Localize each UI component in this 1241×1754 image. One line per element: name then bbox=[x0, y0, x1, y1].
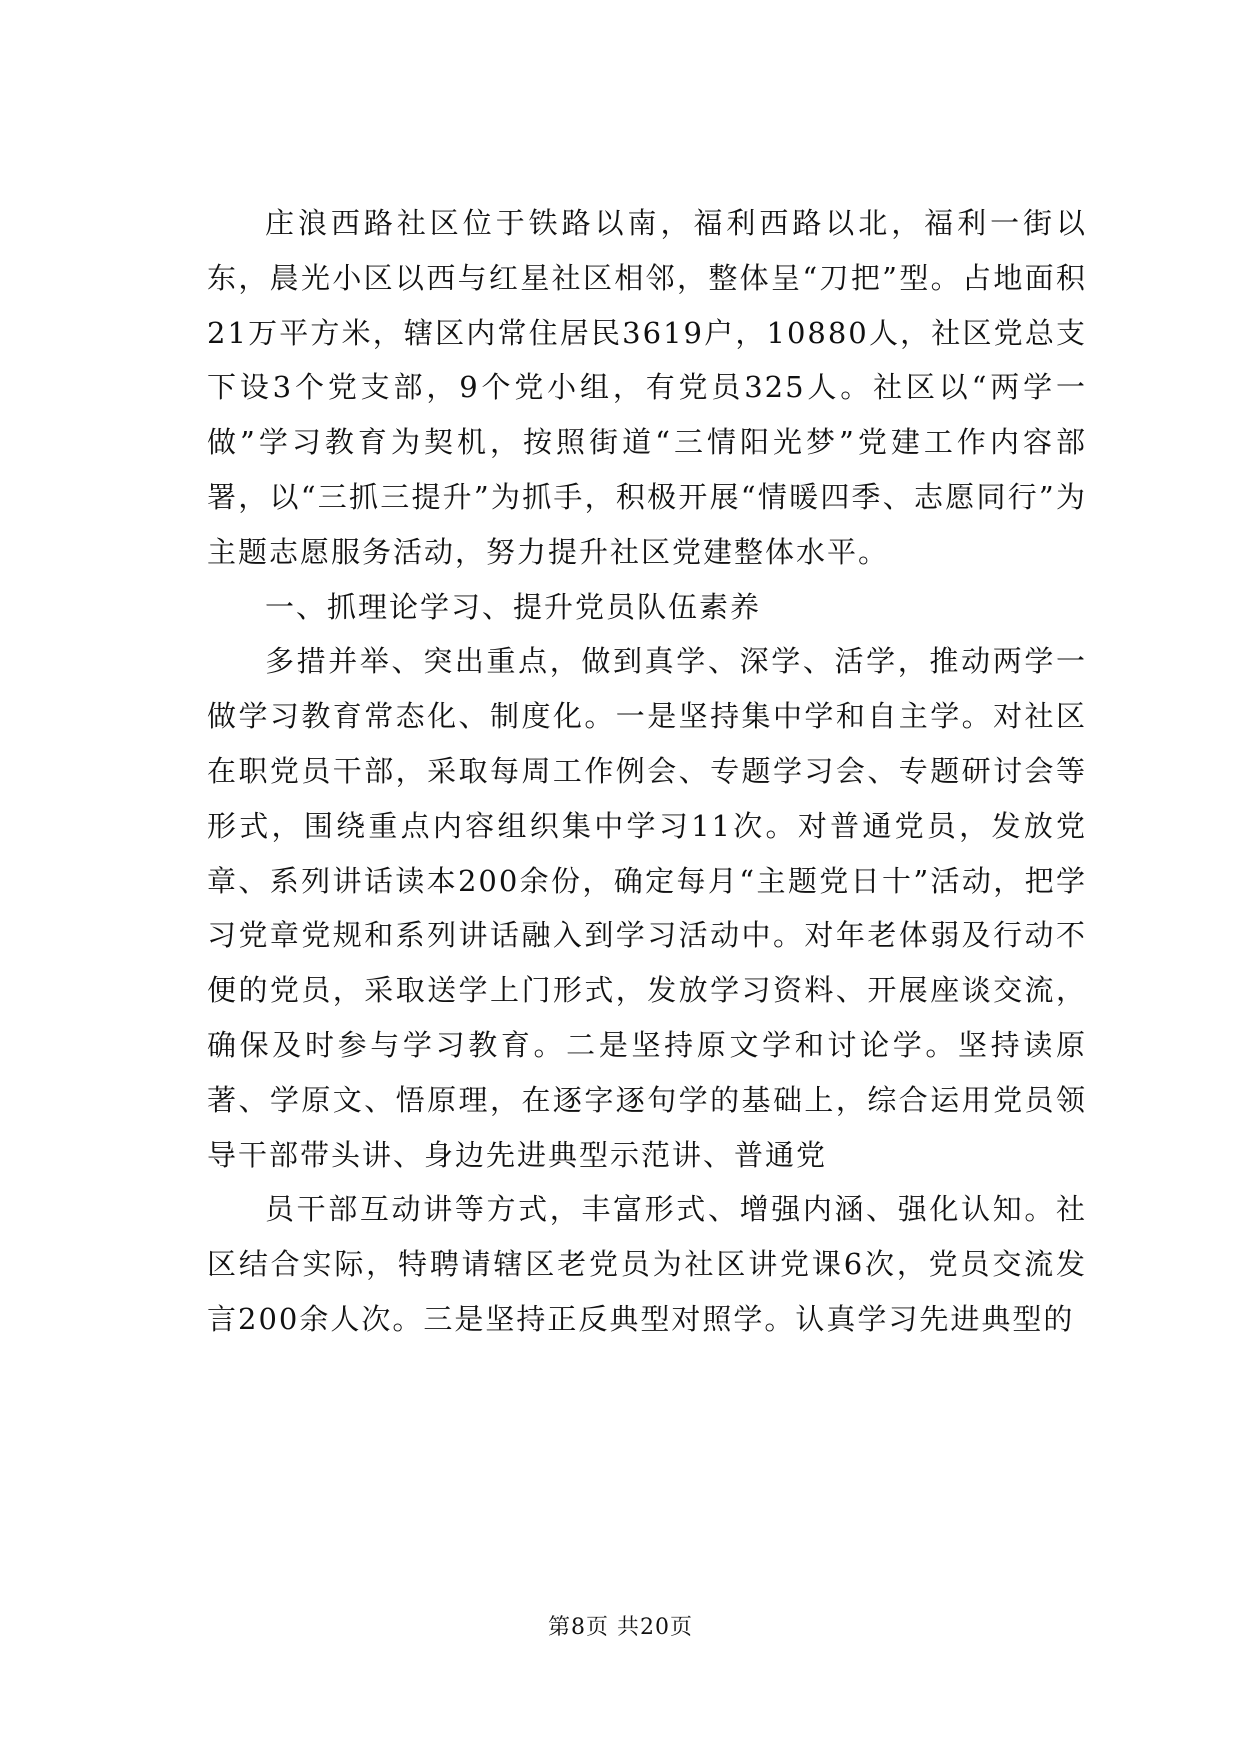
paragraph-continuation: 员干部互动讲等方式，丰富形式、增强内涵、强化认知。社区结合实际，特聘请辖区老党员为社区讲党课6次，党员交流发言200余人次。三是坚持正反典型对照学。认真学习先进典型的 bbox=[207, 1192, 1087, 1336]
paragraph-study: 多措并举、突出重点，做到真学、深学、活学，推动两学一做学习教育常态化、制度化。一是坚持集中学和自主学。对社区在职党员干部，采取每周工作例会、专题学习会、专题研讨会等形式，围绕重点内容组织集中学习11次。对普通党员，发放党章、系列讲话读本200余份，确定每月“主题党日十”活动，把学习党章党规和系列讲话融入到学习活动中。对年老体弱及行动不便的党员，采取送学上门形式，发放学习资料、开展座谈交流，确保及时参与学习教育。二是坚持原文学和讨论学。坚持读原著、学原文、悟原理，在逐字逐句学的基础上，综合运用党员领导干部带头讲、身边先进典型示范讲、普通党 bbox=[207, 644, 1087, 1172]
page-number-footer: 第8页 共20页 bbox=[548, 1615, 693, 1640]
document-body bbox=[207, 196, 1087, 1347]
paragraph-intro: 庄浪西路社区位于铁路以南，福利西路以北，福利一街以东，晨光小区以西与红星社区相邻，整体呈“刀把”型。占地面积21万平方米，辖区内常住居民3619户，10880人，社区党总支下设3个党支部，9个党小组，有党员325人。社区以“两学一做”学习教育为契机，按照街道“三情阳光梦”党建工作内容部署，以“三抓三提升”为抓手，积极开展“情暖四季、志愿同行”为主题志愿服务活动，努力提升社区党建整体水平。 bbox=[207, 206, 1087, 569]
section-heading: 一、抓理论学习、提升党员队伍素养 bbox=[265, 589, 762, 624]
